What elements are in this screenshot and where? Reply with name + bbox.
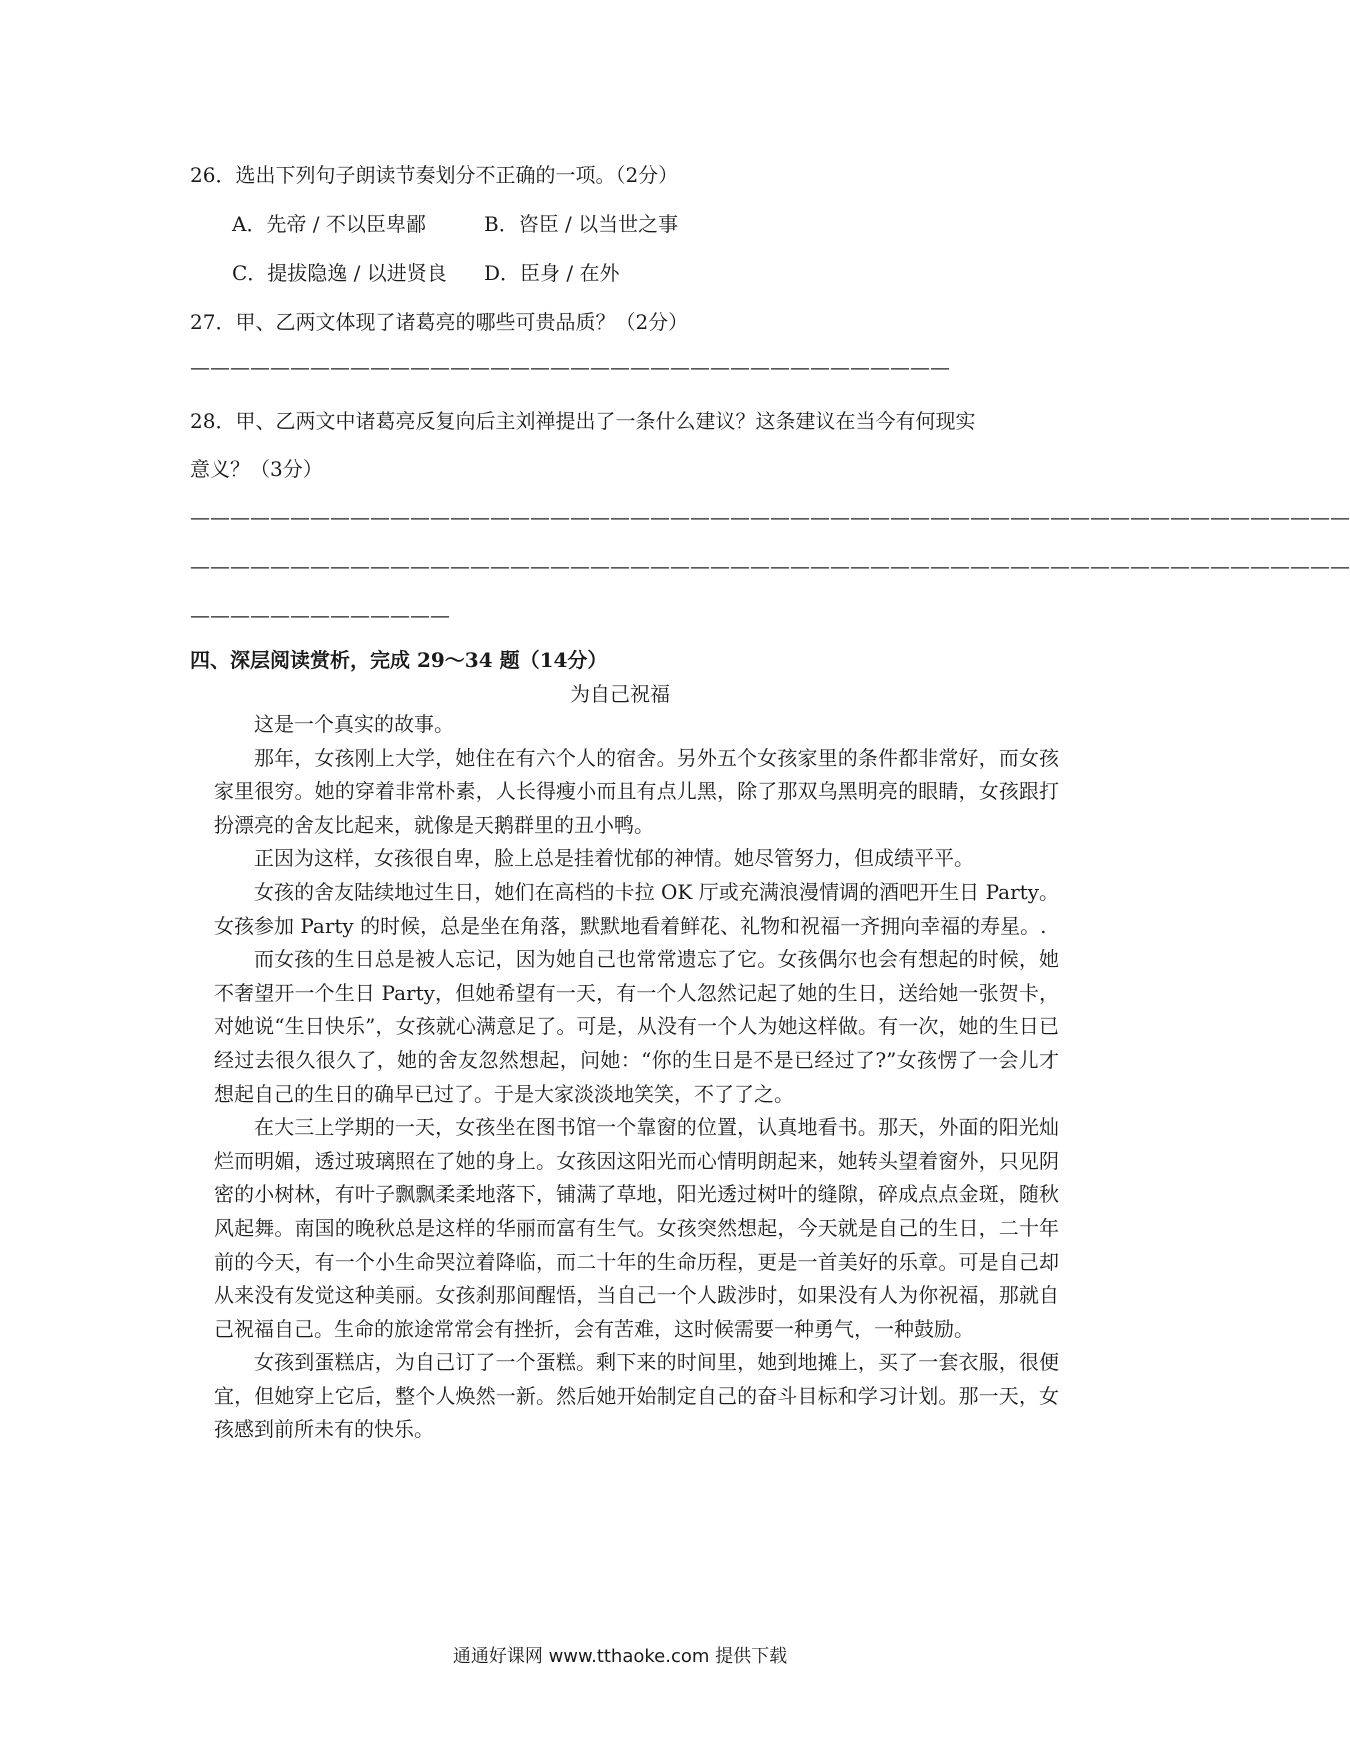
story-paragraph: 女孩到蛋糕店，为自己订了一个蛋糕。剩下来的时间里，她到地摊上，买了一套衣服，很便宜，但她穿上它后，整个人焕然一新。然后她开始制定自己的奋斗目标和学习计划。那一天，女孩感到前所未有的快乐。 xyxy=(214,1350,1059,1442)
question-26-option-d: D．臣身 / 在外 xyxy=(484,261,620,285)
story-paragraph: 在大三上学期的一天，女孩坐在图书馆一个靠窗的位置，认真地看书。那天，外面的阳光灿烂而明媚，透过玻璃照在了她的身上。女孩因这阳光而心情明朗起来，她转头望着窗外，只见阴密的小树林，有叶子飘飘柔柔地落下，铺满了草地，阳光透过树叶的缝隙，碎成点点金斑，随秋风起舞。南国的晚秋总是这样的华丽而富有生气。女孩突然想起，今天就是自己的生日，二十年前的今天，有一个小生命哭泣着降临，而二十年的生命历程，更是一首美好的乐章。可是自己却从来没有发觉这种美丽。女孩刹那间醒悟，当自己一个人跋涉时，如果没有人为你祝福，那就自己祝福自己。生命的旅途常常会有挫折，会有苦难，这时候需要一种勇气，一种鼓励。 xyxy=(214,1115,1059,1341)
story-paragraph: 那年，女孩刚上大学，她住在有六个人的宿舍。另外五个女孩家里的条件都非常好，而女孩家里很穷。她的穿着非常朴素，人长得瘦小而且有点儿黑，除了那双乌黑明亮的眼睛，女孩跟打扮漂亮的舍友比起来，就像是天鹅群里的丑小鸭。 xyxy=(214,745,1059,837)
story-body xyxy=(214,708,1059,1447)
story-title: 为自己祝福 xyxy=(570,682,670,706)
question-28-stem-line2: 意义？（3分） xyxy=(190,457,323,481)
story-paragraph: 而女孩的生日总是被人忘记，因为她自己也常常遗忘了它。女孩偶尔也会有想起的时候，她不奢望开一个生日 Party，但她希望有一天，有一个人忽然记起了她的生日，送给她一张贺卡，对她说“生日快乐”，女孩就心满意足了。可是，从没有一个人为她这样做。有一次，她的生日已经过去很久很久了，她的舍友忽然想起，问她：“你的生日是不是已经过了?”女孩愣了一会儿才想起自己的生日的确早已过了。于是大家淡淡地笑笑，不了了之。 xyxy=(214,947,1059,1106)
question-26-option-c: C．提拔隐逸 / 以进贤良 xyxy=(232,261,447,285)
question-27-stem: 27．甲、乙两文体现了诸葛亮的哪些可贵品质？（2分） xyxy=(190,310,689,334)
story-paragraph: 这是一个真实的故事。 xyxy=(254,712,454,736)
question-26-option-a: A．先帝 / 不以臣卑鄙 xyxy=(232,212,426,236)
question-28-answer-line-1: —————————————————————————————————————————————————————————— xyxy=(190,505,1350,529)
section-4-heading: 四、深层阅读赏析，完成 29～34 题（14分） xyxy=(190,648,608,672)
question-27-answer-line: —————————————————————————————————————— xyxy=(190,355,950,379)
question-28-answer-line-3: ————————————— xyxy=(190,603,450,627)
page-footer: 通通好课网 www.tthaoke.com 提供下载 xyxy=(452,1646,788,1667)
question-26-option-b: B．咨臣 / 以当世之事 xyxy=(484,212,679,236)
question-28-answer-line-2: —————————————————————————————————————————————————————————— xyxy=(190,554,1350,578)
story-paragraph: 女孩的舍友陆续地过生日，她们在高档的卡拉 OK 厅或充满浪漫情调的酒吧开生日 Party。女孩参加 Party 的时候，总是坐在角落，默默地看着鲜花、礼物和祝福一齐拥向幸福的寿星。. xyxy=(214,879,1059,938)
question-26-stem: 26．选出下列句子朗读节奏划分不正确的一项。（2分） xyxy=(190,163,679,187)
story-paragraph: 正因为这样，女孩很自卑，脸上总是挂着忧郁的神情。她尽管努力，但成绩平平。 xyxy=(254,846,974,871)
question-28-stem-line1: 28．甲、乙两文中诸葛亮反复向后主刘禅提出了一条什么建议？这条建议在当今有何现实 xyxy=(190,409,976,433)
